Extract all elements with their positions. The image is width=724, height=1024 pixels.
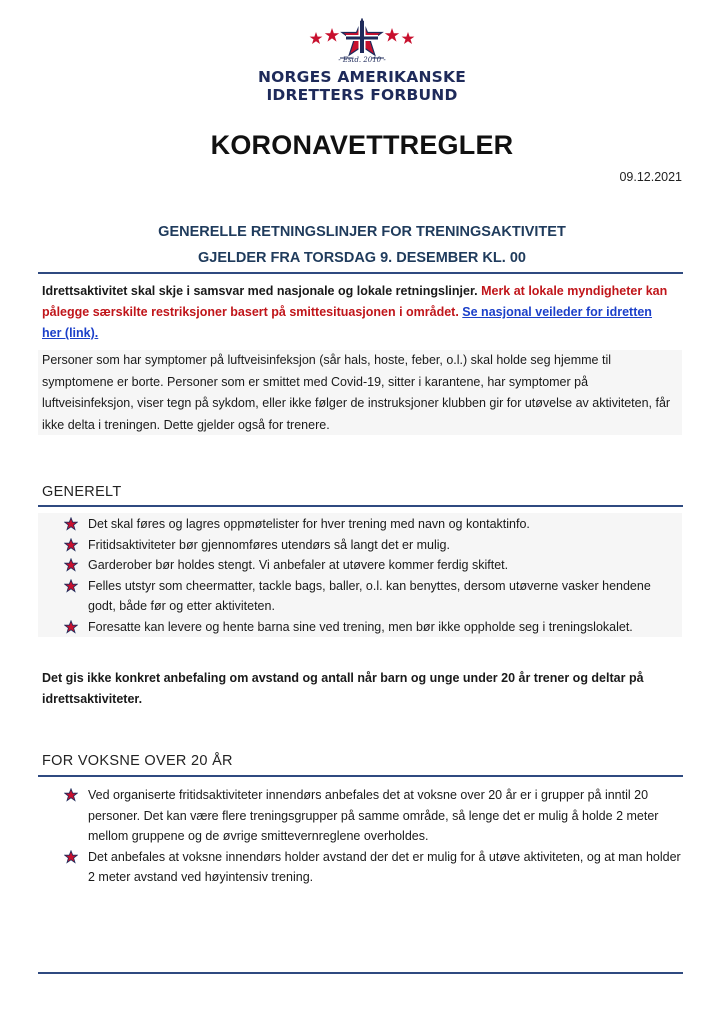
page-title: KORONAVETTREGLER [210,130,514,160]
general-rules-list [42,514,682,637]
star-bullet-icon [64,579,78,593]
list-item: Garderober bør holdes stengt. Vi anbefaler at utøvere kommer ferdig skiftet. [42,555,682,576]
divider-general [38,505,683,507]
star-bullet-icon [64,558,78,572]
divider-footer [38,972,683,974]
divider-adults [38,775,683,777]
intro-warning-text: Merk at lokale myndigheter kan pålegge særskilte restriksjoner basert på smittesituasjonen i området. [42,284,668,319]
divider-top [38,272,683,274]
list-item: Foresatte kan levere og hente barna sine ved trening, men bør ikke oppholde seg i treningslokalet. [42,617,682,638]
star-bullet-icon [64,788,78,802]
list-item: Det anbefales at voksne innendørs holder avstand der det er mulig for å utøve aktiviteten, og at man holder 2 meter avstand ved høyintensiv trening. [42,847,682,888]
federation-logo [0,18,724,104]
intro-paragraph [42,281,672,344]
list-item: Felles utstyr som cheermatter, tackle bags, baller, o.l. kan benyttes, dersom utøverne vasker hendene godt, både før og etter aktiviteten. [42,576,682,617]
national-guide-link[interactable]: Se nasjonal veileder for idretten her (link). [42,305,652,340]
list-item: Ved organiserte fritidsaktiviteter innendørs anbefales det at voksne over 20 år er i grupper på inntil 20 personer. Det kan være flere treningsgrupper på samme område, så lenge det er mulig å holde 2 meter mellom gruppene og de øvrige smittevernreglene overholdes. [42,785,682,847]
star-bullet-icon [64,850,78,864]
section-heading-general: GENERELT [42,484,122,500]
subtitle-guidelines: GENERELLE RETNINGSLINJER FOR TRENINGSAKTIVITET [158,224,566,240]
logo-name-line1: NORGES AMERIKANSKE [257,68,466,86]
intro-text: Idrettsaktivitet skal skje i samsvar med nasjonale og lokale retningslinjer. [42,284,482,298]
star-bullet-icon [64,620,78,634]
star-bullet-icon [64,517,78,531]
document-date: 09.12.2021 [619,170,682,184]
youth-note: Det gis ikke konkret anbefaling om avstand og antall når barn og unge under 20 år trener og deltar på idrettsaktiviteter. [42,671,644,706]
logo-name-line2: IDRETTERS FORBUND [266,86,458,104]
star-logo-icon [302,18,422,60]
adult-rules-list [42,785,682,888]
symptoms-paragraph: Personer som har symptomer på luftveisinfeksjon (sår hals, hoste, feber, o.l.) skal holde seg hjemme til symptomene er borte. Personer som er smittet med Covid-19, sitter i karantene, har symptomer på luftveisinfeksjon, viser tegn på sykdom, eller ikke følger de instruksjoner klubben gir for utøvelse av aktiviteten, får ikke delta i treningen. Dette gjelder også for trenere. [42,353,671,432]
subtitle-effective-date: GJELDER FRA TORSDAG 9. DESEMBER KL. 00 [198,250,526,266]
star-bullet-icon [64,538,78,552]
list-item: Fritidsaktiviteter bør gjennomføres utendørs så langt det er mulig. [42,535,682,556]
list-item: Det skal føres og lagres oppmøtelister for hver trening med navn og kontaktinfo. [42,514,682,535]
logo-established: - Estd. 2010 - [338,56,386,64]
section-heading-adults: FOR VOKSNE OVER 20 ÅR [42,753,233,769]
